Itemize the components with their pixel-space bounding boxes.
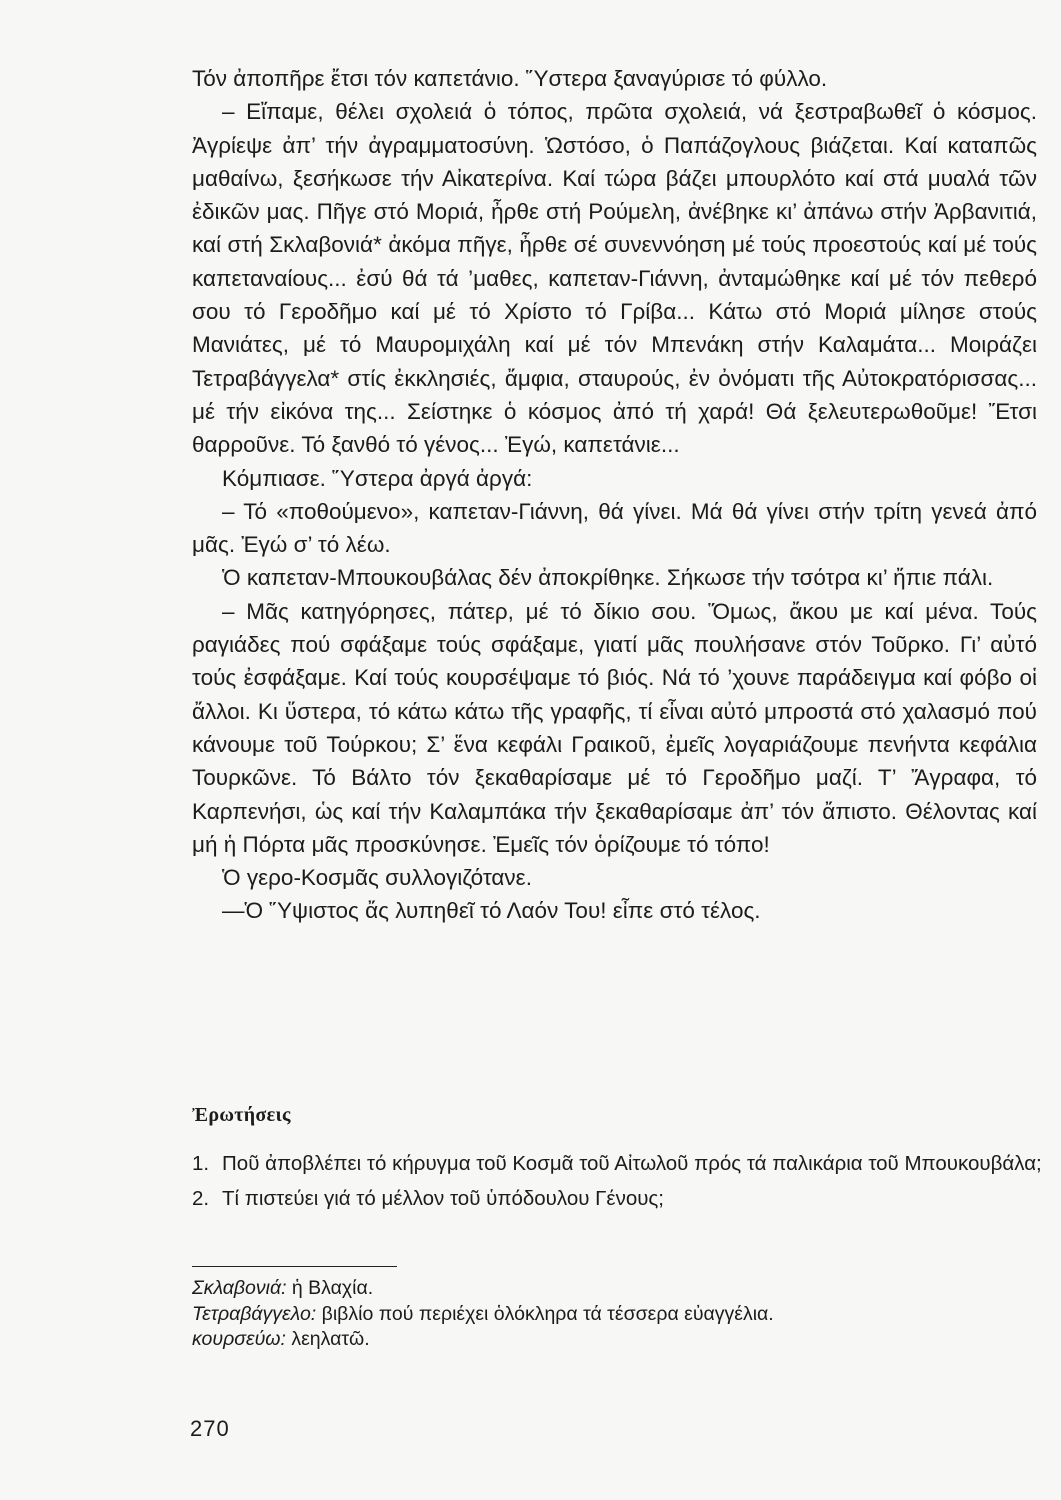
paragraph: Τόν ἀποπῆρε ἔτσι τόν καπετάνιο. Ὕστερα ξαναγύρισε τό φύλλο. bbox=[192, 66, 828, 91]
paragraph: – Μᾶς κατηγόρησες, πάτερ, μέ τό δίκιο σου. Ὅμως, ἄκου με καί μένα. Τούς ραγιάδες πού σφάξαμε τούς σφάξαμε, γιατί μᾶς πουλήσανε στόν Τοῦρκο. Γι’ αὐτό τούς ἐσφάξαμε. Καί τούς κουρσέψαμε τό βιός. Νά τό ’χουνε παράδειγμα καί φόβο οἱ ἄλλοι. Κι ὕστερα, τό κάτω κάτω τῆς γραφῆς, τί εἶναι αὐτό μπροστά στό χαλασμό πού κάνουμε τοῦ Τούρκου; Σ’ ἕνα κεφάλι Γραικοῦ, ἐμεῖς λογαριάζουμε πενήντα κεφάλια Τουρκῶνε. Τό Βάλτο τόν ξεκαθαρίσαμε μέ τό Γεροδῆμο μαζί. Τ’ Ἄγραφα, τό Καρπενήσι, ὡς καί τήν Καλαμπάκα τήν ξεκαθαρίσαμε ἀπ’ τόν ἄπιστο. Θέλοντας καί μή ἡ Πόρτα μᾶς προσκύνησε. Ἐμεῖς τόν ὁρίζουμε τό τόπο! bbox=[192, 598, 1037, 857]
footnote-divider bbox=[192, 1266, 397, 1267]
paragraph: Κόμπιασε. Ὕστερα ἀργά ἀργά: bbox=[222, 465, 533, 491]
page-number: 270 bbox=[190, 1416, 230, 1441]
question-item bbox=[192, 1148, 1052, 1179]
question-text: Ποῦ ἀποβλέπει τό κήρυγμα τοῦ Κοσμᾶ τοῦ Αἰτωλοῦ πρός τά παλικάρια τοῦ Μπουκουβάλα; bbox=[222, 1152, 1042, 1175]
questions-heading: Ἐρωτήσεις bbox=[192, 1104, 291, 1126]
question-number: 2. bbox=[192, 1187, 210, 1210]
footnote-term: κουρσεύω: bbox=[192, 1328, 286, 1350]
footnote bbox=[192, 1276, 1032, 1302]
questions-list bbox=[192, 1148, 1052, 1218]
footnote-term: Τετραβάγγελο: bbox=[192, 1302, 317, 1325]
question-number: 1. bbox=[192, 1152, 210, 1175]
question-text: Τί πιστεύει γιά τό μέλλον τοῦ ὑπόδουλου Γένους; bbox=[222, 1187, 665, 1210]
paragraph: – Τό «ποθούμενο», καπεταν-Γιάννη, θά γίνει. Μά θά γίνει στήν τρίτη γενεά ἀπό μᾶς. Ἐγώ σ’ τό λέω. bbox=[192, 498, 1037, 558]
question-item bbox=[192, 1183, 1052, 1214]
main-text bbox=[192, 62, 1037, 928]
footnote bbox=[192, 1302, 1032, 1328]
footnote-definition: βιβλίο πού περιέχει ὁλόκληρα τά τέσσερα εὐαγγέλια. bbox=[316, 1302, 774, 1325]
paragraph: Ὁ καπεταν-Μπουκουβάλας δέν ἀποκρίθηκε. Σήκωσε τήν τσότρα κι’ ἤπιε πάλι. bbox=[222, 565, 994, 591]
footnote-term: Σκλαβονιά: bbox=[192, 1277, 287, 1299]
footnote-definition: λεηλατῶ. bbox=[285, 1328, 370, 1350]
paragraph: —Ὁ Ὕψιστος ἄς λυπηθεῖ τό Λαόν Του! εἶπε στό τέλος. bbox=[222, 898, 761, 924]
footnote-definition: ἡ Βλαχία. bbox=[286, 1277, 374, 1299]
footnotes bbox=[192, 1276, 1032, 1353]
paragraph: Ὁ γερο-Κοσμᾶς συλλογιζότανε. bbox=[222, 865, 532, 891]
paragraph: – Εἴπαμε, θέλει σχολειά ὁ τόπος, πρῶτα σχολειά, νά ξεστραβωθεῖ ὁ κόσμος. Ἀγρίεψε ἀπ’ τήν ἀγραμματοσύνη. Ὡστόσο, ὁ Παπάζογλους βιάζεται. Καί καταπῶς μαθαίνω, ξεσήκωσε τήν Αἰκατερίνα. Καί τώρα βάζει μπουρλότο καί στά μυαλά τῶν ἐδικῶν μας. Πῆγε στό Μοριά, ἦρθε στή Ρούμελη, ἀνέβηκε κι’ ἀπάνω στήν Ἀρβανιτιά, καί στή Σκλαβονιά* ἀκόμα πῆγε, ἦρθε σέ συνεννόηση μέ τούς προεστούς καί μέ τούς καπεταναίους... ἐσύ θά τά ’μαθες, καπεταν-Γιάννη, ἀνταμώθηκε καί μέ τόν πεθερό σου τό Γεροδῆμο καί μέ τό Χρίστο τό Γρίβα... Κάτω στό Μοριά μίλησε στούς Μανιάτες, μέ τό Μαυρομιχάλη καί μέ τόν Μπενάκη στήν Καλαμάτα... Μοιράζει Τετραβάγγελα* στίς ἐκκλησιές, ἄμφια, σταυρούς, ἐν ὀνόματι τῆς Αὐτοκρατόρισσας... μέ τήν εἰκόνα της... Σείστηκε ὁ κόσμος ἀπό τή χαρά! Θά ξελευτερωθοῦμε! Ἔτσι θαρροῦνε. Τό ξανθό τό γένος... Ἐγώ, καπετάνιε... bbox=[192, 99, 1037, 458]
footnote bbox=[192, 1327, 1032, 1353]
